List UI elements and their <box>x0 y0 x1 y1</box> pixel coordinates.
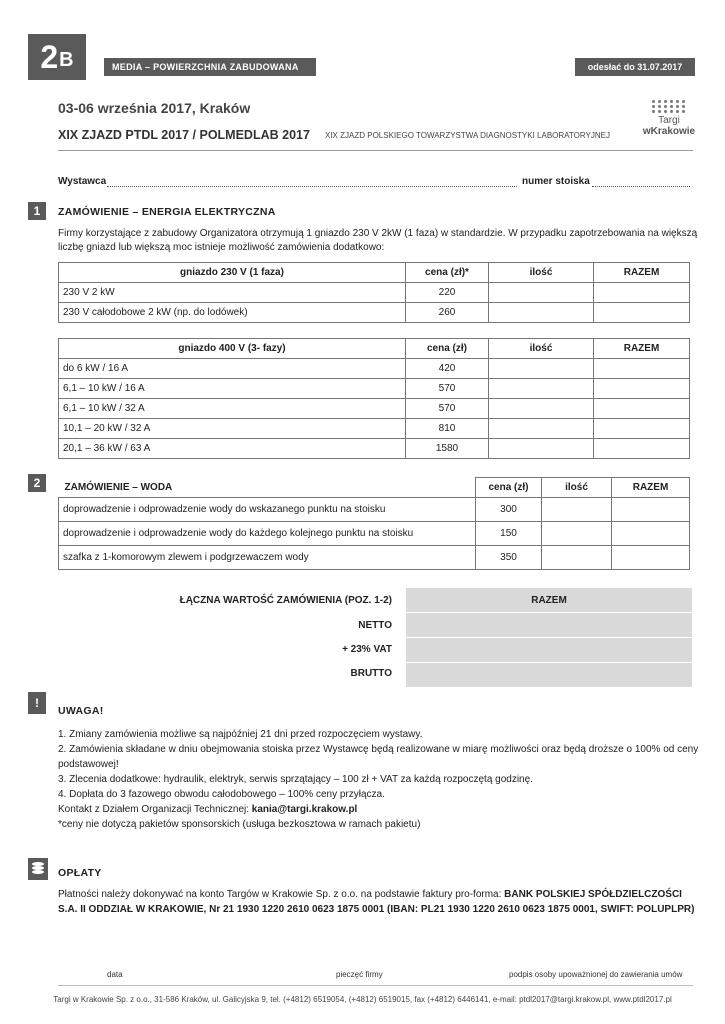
total-input[interactable] <box>594 439 690 459</box>
notice-list <box>58 727 725 832</box>
date-label: data <box>107 970 123 979</box>
stamp-label: pieczęć firmy <box>336 970 383 979</box>
form-number-badge: 2 B <box>28 34 86 80</box>
exhibitor-field[interactable] <box>107 179 517 187</box>
quantity-input[interactable] <box>542 498 612 522</box>
section-1-intro: Firmy korzystające z zabudowy Organizatora otrzymują 1 gniazdo 230 V 2kW (1 faza) w standardzie. W przypadku zapotrzebowania na większą liczbę gniazd lub większą moc istnieje możliwość zamówienia dodatkowo: <box>58 228 698 253</box>
row-price: 150 <box>476 522 542 546</box>
col-header-name: gniazdo 400 V (3- fazy) <box>59 339 406 359</box>
section-1-title: ZAMÓWIENIE – ENERGIA ELEKTRYCZNA <box>58 206 276 218</box>
row-price: 220 <box>406 283 489 303</box>
payment-prefix: Płatności należy dokonywać na konto Targów w Krakowie Sp. z o.o. na podstawie faktury pro-forma: <box>58 889 502 900</box>
col-header-quantity: ilość <box>489 339 594 359</box>
row-name: 230 V całodobowe 2 kW (np. do lodówek) <box>59 303 406 323</box>
table-row <box>59 379 690 399</box>
table-row <box>59 359 690 379</box>
targi-logo <box>638 100 700 142</box>
total-input[interactable] <box>594 419 690 439</box>
socket-230v-table <box>58 262 690 323</box>
col-header-total: RAZEM <box>612 478 690 498</box>
quantity-input[interactable] <box>489 303 594 323</box>
total-input[interactable] <box>594 283 690 303</box>
row-name: 230 V 2 kW <box>59 283 406 303</box>
row-name: do 6 kW / 16 A <box>59 359 406 379</box>
total-input[interactable] <box>594 303 690 323</box>
row-price: 810 <box>406 419 489 439</box>
col-header-total: RAZEM <box>594 339 690 359</box>
table-row <box>59 303 690 323</box>
deadline-bar: odesłać do 31.07.2017 <box>575 58 695 76</box>
quantity-input[interactable] <box>542 522 612 546</box>
summary-title: ŁĄCZNA WARTOŚĆ ZAMÓWIENIA (POZ. 1-2) <box>179 595 392 606</box>
quantity-input[interactable] <box>489 283 594 303</box>
row-name: 20,1 – 36 kW / 63 A <box>59 439 406 459</box>
total-input[interactable] <box>612 498 690 522</box>
notice-title: UWAGA! <box>58 705 104 717</box>
total-input[interactable] <box>594 399 690 419</box>
event-subtitle: XIX ZJAZD POLSKIEGO TOWARZYSTWA DIAGNOSTYKI LABORATORYJNEJ <box>325 131 610 140</box>
col-header-total: RAZEM <box>594 263 690 283</box>
logo-line2: wKrakowie <box>642 126 696 137</box>
section-2-number: 2 <box>28 474 46 492</box>
footer-divider <box>58 985 693 986</box>
table-row <box>59 283 690 303</box>
footnote: *ceny nie dotyczą pakietów sponsorskich (usługa bezkosztowa w ramach pakietu) <box>58 819 421 830</box>
bank-details: BANK POLSKIEJ SPÓŁDZIELCZOŚCI S.A. II ODDZIAŁ W KRAKOWIE, Nr 21 1930 1220 2610 0623 1875 0001 (IBAN: PL21 1930 1220 2610 0623 1875 0001, SWIFT: POLUPLPR) <box>58 889 695 915</box>
footer-contact: Targi w Krakowie Sp. z o.o., 31-586 Kraków, ul. Galicyjska 9, tel. (+4812) 6519054, (+4812) 6519015, fax (+4812) 6446141, e-mail: ptdl2017@targi.krakow.pl, www.ptdl2017.pl <box>53 995 672 1004</box>
header-divider <box>58 150 693 151</box>
table-header-row <box>59 339 690 359</box>
netto-label: NETTO <box>358 620 392 631</box>
row-price: 350 <box>476 546 542 570</box>
table-row <box>59 498 690 522</box>
contact-line <box>58 802 725 817</box>
table-header-row <box>59 263 690 283</box>
row-price: 420 <box>406 359 489 379</box>
brutto-label: BRUTTO <box>350 668 392 679</box>
event-title: XIX ZJAZD PTDL 2017 / POLMEDLAB 2017 <box>58 128 310 142</box>
col-header-price: cena (zł) <box>476 478 542 498</box>
warning-icon: ! <box>28 692 46 714</box>
row-name: doprowadzenie i odprowadzenie wody do wskazanego punktu na stoisku <box>59 498 476 522</box>
row-name: 6,1 – 10 kW / 16 A <box>59 379 406 399</box>
table-row <box>59 399 690 419</box>
col-header-quantity: ilość <box>489 263 594 283</box>
notice-item: 3. Zlecenia dodatkowe: hydraulik, elektryk, serwis sprzątający – 100 zł + VAT za każdą rozpoczętą godzinę. <box>58 774 533 785</box>
vat-field[interactable] <box>406 638 692 663</box>
signature-label: podpis osoby upoważnionej do zawierania umów <box>509 970 683 979</box>
socket-400v-table <box>58 338 690 459</box>
row-price: 570 <box>406 399 489 419</box>
total-input[interactable] <box>594 359 690 379</box>
row-price: 300 <box>476 498 542 522</box>
water-table <box>58 477 690 570</box>
logo-line1: Targi <box>658 115 680 126</box>
col-header-price: cena (zł)* <box>406 263 489 283</box>
vat-label: + 23% VAT <box>342 644 392 655</box>
form-title-bar: MEDIA – POWIERZCHNIA ZABUDOWANA <box>104 58 316 76</box>
total-input[interactable] <box>612 522 690 546</box>
stand-number-field[interactable] <box>592 179 690 187</box>
contact-prefix: Kontakt z Działem Organizacji Technicznej: <box>58 804 250 815</box>
quantity-input[interactable] <box>489 379 594 399</box>
col-header-price: cena (zł) <box>406 339 489 359</box>
table-row <box>59 439 690 459</box>
event-date: 03-06 września 2017, Kraków <box>58 100 251 116</box>
row-name: 6,1 – 10 kW / 32 A <box>59 399 406 419</box>
quantity-input[interactable] <box>489 439 594 459</box>
quantity-input[interactable] <box>542 546 612 570</box>
logo-dots-icon <box>638 100 700 113</box>
section-2-title: ZAMÓWIENIE – WODA <box>59 478 476 498</box>
payment-title: OPŁATY <box>58 867 102 879</box>
coins-icon <box>28 858 48 880</box>
table-row <box>59 522 690 546</box>
table-row <box>59 419 690 439</box>
notice-item: 1. Zmiany zamówienia możliwe są najpóźniej 21 dni przed rozpoczęciem wystawy. <box>58 729 423 740</box>
summary-header: RAZEM <box>406 588 692 613</box>
contact-email-link[interactable]: kania@targi.krakow.pl <box>251 804 358 815</box>
notice-item: 4. Dopłata do 3 fazowego obwodu całodobowego – 100% ceny przyłącza. <box>58 789 385 800</box>
row-name: 10,1 – 20 kW / 32 A <box>59 419 406 439</box>
section-1-number: 1 <box>28 202 46 220</box>
table-header-row <box>59 478 690 498</box>
quantity-input[interactable] <box>489 399 594 419</box>
row-name: szafka z 1-komorowym zlewem i podgrzewaczem wody <box>59 546 476 570</box>
netto-field[interactable] <box>406 613 692 638</box>
row-price: 570 <box>406 379 489 399</box>
row-name: doprowadzenie i odprowadzenie wody do każdego kolejnego punktu na stoisku <box>59 522 476 546</box>
table-row <box>59 546 690 570</box>
col-header-name: gniazdo 230 V (1 faza) <box>59 263 406 283</box>
row-price: 260 <box>406 303 489 323</box>
quantity-input[interactable] <box>489 419 594 439</box>
stand-number-label: numer stoiska <box>522 176 590 187</box>
col-header-quantity: ilość <box>542 478 612 498</box>
notice-item: 2. Zamówienia składane w dniu obejmowania stoiska przez Wystawcę będą realizowane w miarę możliwości oraz będą droższe o 100% od ceny podstawowej! <box>58 744 699 770</box>
payment-text <box>58 887 698 917</box>
exhibitor-label: Wystawca <box>58 176 107 187</box>
quantity-input[interactable] <box>489 359 594 379</box>
row-price: 1580 <box>406 439 489 459</box>
total-input[interactable] <box>594 379 690 399</box>
brutto-field[interactable] <box>406 663 692 688</box>
total-input[interactable] <box>612 546 690 570</box>
